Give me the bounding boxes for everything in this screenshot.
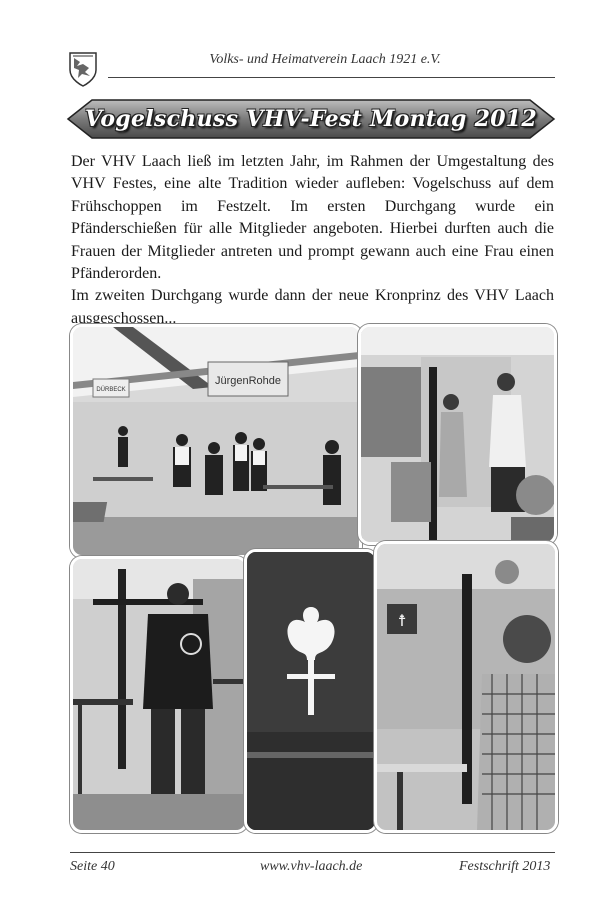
paragraph-1: Der VHV Laach ließ im letzten Jahr, im Rahmen der Umgestaltung des VHV Festes, eine alte Tradition wieder aufleben: Vogelschuss auf dem Frühschoppen im Festzelt. Im ersten Durchgang wurde ein Pfänderschießen für alle Mitglieder angeboten. Hierbei durften auch die Frauen der Mitglieder antreten und prompt gewann auch eine Frau einen Pfänderorden.	[71, 153, 554, 283]
footer-divider	[70, 852, 555, 853]
photo-woman-shooting	[374, 541, 558, 833]
header-org-name: Volks- und Heimatverein Laach 1921 e.V.	[209, 52, 441, 67]
tent-sign-small-text: DÜRBECK	[96, 387, 126, 393]
title-banner	[66, 98, 556, 140]
page-title: Vogelschuss VHV-Fest Montag 2012	[84, 106, 538, 132]
photo-rifle-shooter	[70, 556, 248, 833]
header-divider	[108, 77, 555, 78]
coat-of-arms-icon	[68, 50, 98, 88]
footer-page-number: Seite 40	[70, 859, 115, 874]
photo-festival-tent	[70, 324, 362, 558]
article-body	[71, 151, 554, 330]
footer-website: www.vhv-laach.de	[260, 859, 363, 874]
photo-shooting-stand	[358, 324, 557, 545]
footer-publication: Festschrift 2013	[459, 859, 551, 874]
photo-eagle-target	[244, 549, 378, 833]
paragraph-2: Im zweiten Durchgang wurde dann der neue Kronprinz des VHV Laach ausgeschossen...	[71, 287, 554, 327]
tent-sign-text: JürgenRohde	[214, 375, 282, 387]
svg-text:☨: ☨	[397, 611, 407, 630]
